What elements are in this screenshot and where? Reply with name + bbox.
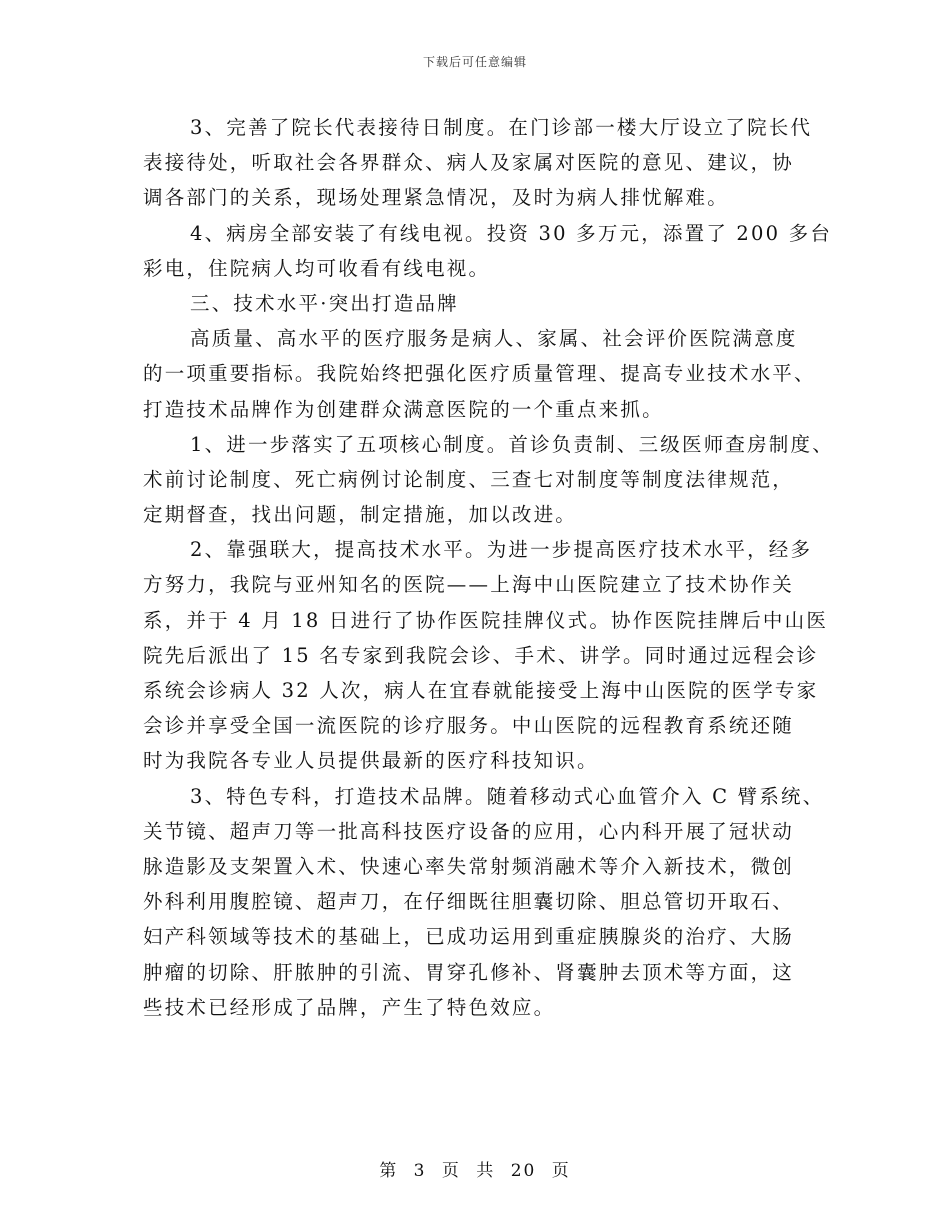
body-line: 术前讨论制度、死亡病例讨论制度、三查七对制度等制度法律规范， [143, 467, 795, 491]
page-footer [0, 1156, 950, 1181]
body-line: 2、靠强联大，提高技术水平。为进一步提高医疗技术水平，经多 [190, 538, 813, 562]
body-line: 彩电，住院病人均可收看有线电视。 [143, 256, 491, 280]
body-line: 系统会诊病人 32 人次，病人在宜春就能接受上海中山医院的医学专家 [143, 679, 819, 702]
body-line: 1、进一步落实了五项核心制度。首诊负责制、三级医师查房制度、 [190, 432, 834, 456]
page-suffix: 页 [551, 1161, 571, 1181]
body-line: 时为我院各专业人员提供最新的医疗科技知识。 [143, 749, 599, 773]
body-line: 打造技术品牌作为创建群众满意医院的一个重点来抓。 [143, 397, 664, 421]
body-line: 院先后派出了 15 名专家到我院会诊、手术、讲学。同时通过远程会诊 [143, 643, 819, 667]
section-heading: 三、技术水平·突出打造品牌 [190, 291, 459, 315]
body-line: 关节镜、超声刀等一批高科技医疗设备的应用，心内科开展了冠状动 [143, 819, 795, 843]
body-line: 定期督查，找出问题，制定措施，加以改进。 [143, 503, 578, 527]
document-body [143, 110, 834, 1025]
body-line: 表接待处，听取社会各界群众、病人及家属对医院的意见、建议，协 [143, 151, 795, 175]
body-line: 方努力，我院与亚州知名的医院——上海中山医院建立了技术协作关 [143, 573, 795, 597]
total-prefix: 共 [476, 1161, 496, 1181]
body-line: 系，并于 4 月 18 日进行了协作医院挂牌仪式。协作医院挂牌后中山医 [143, 608, 829, 632]
page-middle: 页 [441, 1161, 461, 1181]
body-line: 会诊并享受全国一流医院的诊疗服务。中山医院的远程教育系统还随 [143, 714, 795, 738]
body-line: 的一项重要指标。我院始终把强化医疗质量管理、提高专业技术水平、 [143, 362, 816, 386]
body-line: 3、完善了院长代表接待日制度。在门诊部一楼大厅设立了院长代 [190, 116, 813, 139]
body-line: 些技术已经形成了品牌，产生了特色效应。 [143, 995, 556, 1019]
body-line: 4、病房全部安装了有线电视。投资 30 多万元，添置了 200 多台 [190, 221, 833, 245]
body-line: 肿瘤的切除、肝脓肿的引流、胃穿孔修补、肾囊肿去顶术等方面，这 [143, 960, 795, 984]
page-total-number: 20 [510, 1161, 537, 1181]
body-line: 3、特色专科，打造技术品牌。随着移动式心血管介入 C 臂系统、 [190, 784, 825, 808]
body-line: 高质量、高水平的医疗服务是病人、家属、社会评价医院满意度 [190, 327, 798, 351]
page-header-note: 下载后可任意编辑 [422, 55, 527, 69]
body-line: 脉造影及支架置入术、快速心率失常射频消融术等介入新技术，微创 [143, 854, 795, 878]
body-line: 妇产科领域等技术的基础上，已成功运用到重症胰腺炎的治疗、大肠 [143, 925, 795, 949]
body-line: 调各部门的关系，现场处理紧急情况，及时为病人排忧解难。 [143, 186, 729, 210]
page-prefix: 第 [379, 1161, 399, 1181]
page-current-number: 3 [413, 1161, 427, 1181]
body-line: 外科利用腹腔镜、超声刀，在仔细既往胆囊切除、胆总管切开取石、 [143, 890, 795, 914]
